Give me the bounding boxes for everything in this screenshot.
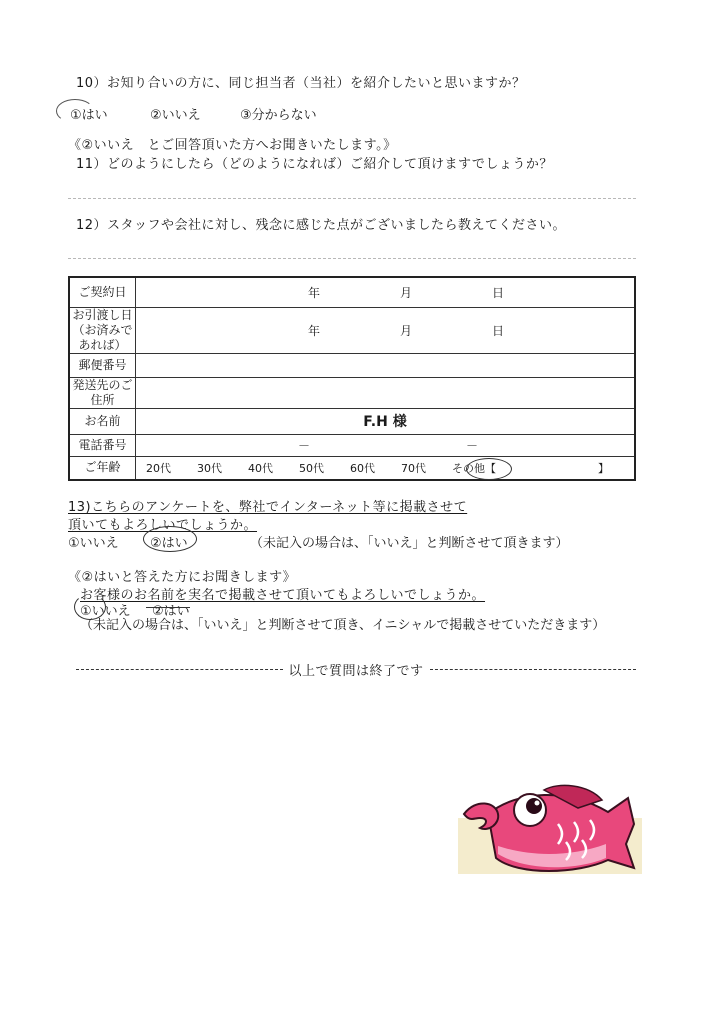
q13b-question: お客様のお名前を実名で掲載させて頂いてもよろしいでしょうか。 [80,588,486,603]
q11-question: 11）どのようにしたら（どのようになれば）ご紹介して頂けますでしょうか？ [76,157,553,172]
delivery-date-label-line1: お引渡し日 [72,307,133,322]
q10-option-2-label: ②いいえ [150,108,201,123]
q10-option-3-label: ③分からない [240,108,317,123]
address-label: 発送先のご住所 [69,377,136,408]
q13-question-line2: 頂いてもよろしいでしょうか。 [68,518,258,533]
postal-code-label: 郵便番号 [69,353,136,377]
name-value: F.H 様 [363,414,407,430]
table-row-phone [69,434,635,456]
table-row-postal [69,353,635,377]
q13-question-line1: 13)こちらのアンケートを、弊社でインターネット等に掲載させて [68,500,468,515]
age-option-other[interactable]: その他【 [452,461,496,475]
customer-info-table [68,276,636,481]
delivery-month-label: 月 [400,323,413,338]
end-text: 以上で質問は終了です [288,664,424,679]
q11-answer-line[interactable] [68,198,636,199]
q11-note: 《②いいえ とご回答頂いた方へお聞きいたします。》 [68,138,397,153]
q12-question: 12）スタッフや会社に対し、残念に感じた点がございましたら教えてください。 [76,218,567,233]
q13b-note2: （未記入の場合は、「いいえ」と判断させて頂き、イニシャルで掲載させていただきます） [80,618,606,633]
delivery-date-field[interactable] [136,307,636,353]
address-field[interactable] [136,377,636,408]
q13b-option-no-label: ①いいえ [80,604,131,619]
q10-option-3[interactable] [240,104,317,123]
phone-field[interactable] [136,434,636,456]
fish-mascot-icon [458,784,642,874]
age-option-30[interactable]: 30代 [197,461,222,475]
fish-pupil [526,798,542,814]
table-row-address [69,377,635,408]
q13b-option-yes-label: ②はい [152,604,190,619]
age-selection-circle [466,458,512,480]
contract-date-field[interactable] [136,277,636,307]
end-dash-right [430,669,637,670]
age-option-60[interactable]: 60代 [350,461,375,475]
fish-eye-shine [535,801,540,806]
age-label: ご年齢 [69,456,136,480]
age-option-70[interactable]: 70代 [401,461,426,475]
q10-option-1-label: ①はい [70,108,108,123]
postal-code-field[interactable] [136,353,636,377]
q13b-yes-strikethrough [146,607,190,608]
delivery-date-label-line2: （お済みであれば） [72,322,133,352]
q13-note: （未記入の場合は、「いいえ」と判断させて頂きます） [250,536,569,551]
q12-answer-line[interactable] [68,258,636,259]
q10-option-2[interactable] [150,104,201,123]
delivery-date-label [69,307,136,353]
contract-year-label: 年 [308,285,321,300]
age-option-50[interactable]: 50代 [299,461,324,475]
q13-selection-circle [143,526,197,552]
table-row-age [69,456,635,480]
contract-month-label: 月 [400,285,413,300]
table-row-delivery [69,307,635,353]
delivery-day-label: 日 [492,323,505,338]
end-dash-left [76,669,283,670]
end-line [76,660,636,679]
table-row-name [69,408,635,434]
table-row-contract [69,277,635,307]
phone-separator-2: － [466,438,479,453]
age-other-close: 】 [598,461,609,475]
age-option-40[interactable]: 40代 [248,461,273,475]
q10-question: 10）お知り合いの方に、同じ担当者（当社）を紹介したいと思いますか？ [76,76,526,91]
age-option-20[interactable]: 20代 [146,461,171,475]
phone-separator-1: － [298,438,311,453]
contract-day-label: 日 [492,285,505,300]
q13-option-no[interactable] [68,532,119,551]
q13b-note: 《②はいと答えた方にお聞きします》 [68,570,297,585]
phone-label: 電話番号 [69,434,136,456]
q13-option-no-label: ①いいえ [68,536,119,551]
name-label: お名前 [69,408,136,434]
q10-selection-circle [56,99,94,123]
q13-option-yes-label: ②はい [150,536,188,551]
delivery-year-label: 年 [308,323,321,338]
contract-date-label: ご契約日 [69,277,136,307]
name-field[interactable] [136,408,636,434]
age-field[interactable] [136,456,636,480]
